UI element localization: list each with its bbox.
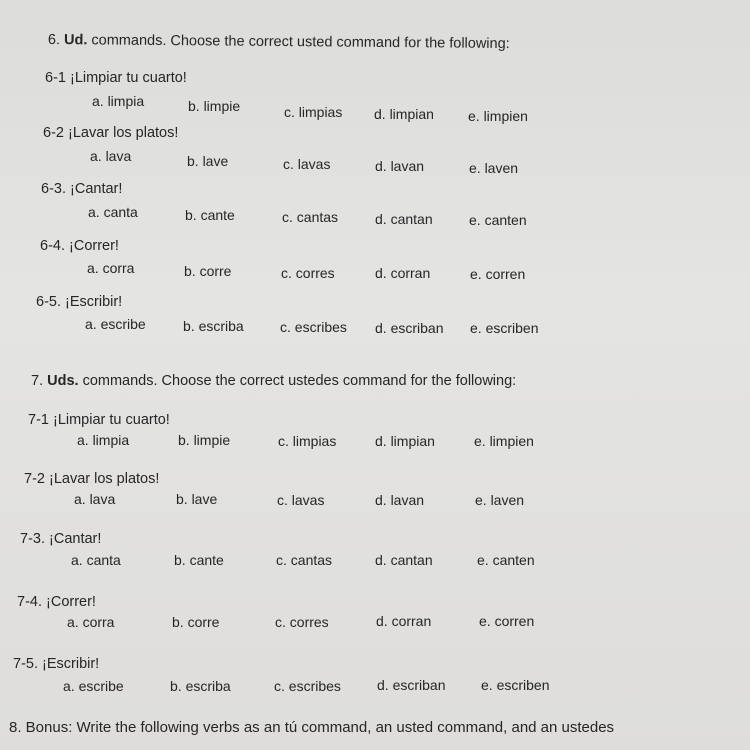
section-6-instructions: commands. Choose the correct usted command for the following: (91, 32, 510, 53)
option-7-3-d[interactable]: d. cantan (375, 552, 433, 568)
section-7-number: 7. (31, 373, 44, 389)
question-7-4-label: 7-4. ¡Correr! (17, 594, 96, 610)
question-6-4-label: 6-4. ¡Correr! (40, 238, 119, 254)
option-6-1-a[interactable]: a. limpia (92, 93, 145, 109)
option-7-4-a[interactable]: a. corra (67, 614, 115, 630)
option-6-5-b[interactable]: b. escriba (183, 318, 244, 334)
option-7-2-c[interactable]: c. lavas (277, 492, 325, 508)
option-7-4-d[interactable]: d. corran (376, 613, 432, 629)
option-7-3-a[interactable]: a. canta (71, 552, 121, 568)
option-6-1-e[interactable]: e. limpien (468, 108, 528, 124)
option-6-5-a[interactable]: a. escribe (85, 316, 146, 332)
section-7-heading (31, 373, 516, 389)
section-6-heading (48, 32, 510, 52)
option-6-1-b[interactable]: b. limpie (188, 98, 241, 114)
option-6-3-d[interactable]: d. cantan (375, 211, 433, 227)
option-6-2-a[interactable]: a. lava (90, 148, 132, 164)
option-6-2-c[interactable]: c. lavas (283, 156, 331, 172)
section-6-number: 6. (47, 32, 61, 49)
section-7-keyword: Uds. (47, 373, 79, 389)
option-7-1-e[interactable]: e. limpien (474, 433, 534, 449)
option-6-3-b[interactable]: b. cante (185, 207, 235, 223)
option-6-2-d[interactable]: d. lavan (375, 158, 425, 174)
option-7-3-e[interactable]: e. canten (477, 552, 535, 568)
option-6-3-e[interactable]: e. canten (469, 212, 527, 228)
option-7-5-e[interactable]: e. escriben (481, 677, 550, 693)
option-6-3-c[interactable]: c. cantas (282, 209, 339, 225)
option-7-2-e[interactable]: e. laven (475, 492, 525, 508)
question-6-5-label: 6-5. ¡Escribir! (36, 294, 123, 310)
option-6-5-e[interactable]: e. escriben (470, 320, 539, 336)
option-6-4-c[interactable]: c. corres (281, 265, 335, 281)
question-6-1-label: 6-1 ¡Limpiar tu cuarto! (45, 70, 187, 86)
option-7-4-c[interactable]: c. corres (275, 614, 329, 630)
option-7-2-b[interactable]: b. lave (176, 491, 218, 507)
option-7-1-d[interactable]: d. limpian (375, 433, 435, 449)
option-6-5-c[interactable]: c. escribes (280, 319, 347, 335)
option-6-4-a[interactable]: a. corra (87, 260, 135, 276)
option-7-1-b[interactable]: b. limpie (178, 432, 231, 448)
option-7-4-b[interactable]: b. corre (172, 614, 220, 630)
option-7-2-d[interactable]: d. lavan (375, 492, 425, 508)
option-7-1-c[interactable]: c. limpias (278, 433, 337, 449)
section-8-bonus: 8. Bonus: Write the following verbs as an tú command, an usted command, and an ustedes (9, 719, 615, 736)
question-7-1-label: 7-1 ¡Limpiar tu cuarto! (28, 412, 170, 428)
option-7-4-e[interactable]: e. corren (479, 613, 535, 629)
option-7-5-c[interactable]: c. escribes (274, 678, 341, 694)
question-7-3-label: 7-3. ¡Cantar! (20, 531, 102, 547)
option-7-1-a[interactable]: a. limpia (77, 432, 130, 448)
option-6-2-b[interactable]: b. lave (187, 153, 229, 169)
option-6-4-d[interactable]: d. corran (375, 265, 431, 281)
option-7-5-d[interactable]: d. escriban (377, 677, 446, 693)
question-6-3-label: 6-3. ¡Cantar! (41, 181, 123, 197)
question-7-5-label: 7-5. ¡Escribir! (13, 656, 100, 672)
question-6-2-label: 6-2 ¡Lavar los platos! (43, 125, 179, 141)
option-7-5-b[interactable]: b. escriba (170, 678, 231, 694)
option-7-3-c[interactable]: c. cantas (276, 552, 333, 568)
section-6-keyword: Ud. (63, 32, 88, 49)
option-6-4-b[interactable]: b. corre (184, 263, 232, 279)
option-7-5-a[interactable]: a. escribe (63, 678, 124, 694)
option-6-5-d[interactable]: d. escriban (375, 320, 444, 336)
option-6-1-d[interactable]: d. limpian (374, 106, 434, 122)
option-7-2-a[interactable]: a. lava (74, 491, 116, 507)
option-7-3-b[interactable]: b. cante (174, 552, 224, 568)
question-7-2-label: 7-2 ¡Lavar los platos! (24, 471, 160, 487)
section-7-instructions: commands. Choose the correct ustedes command for the following: (82, 373, 517, 389)
option-6-2-e[interactable]: e. laven (469, 160, 519, 176)
option-6-3-a[interactable]: a. canta (88, 204, 138, 220)
option-6-4-e[interactable]: e. corren (470, 266, 526, 282)
option-6-1-c[interactable]: c. limpias (284, 104, 343, 120)
